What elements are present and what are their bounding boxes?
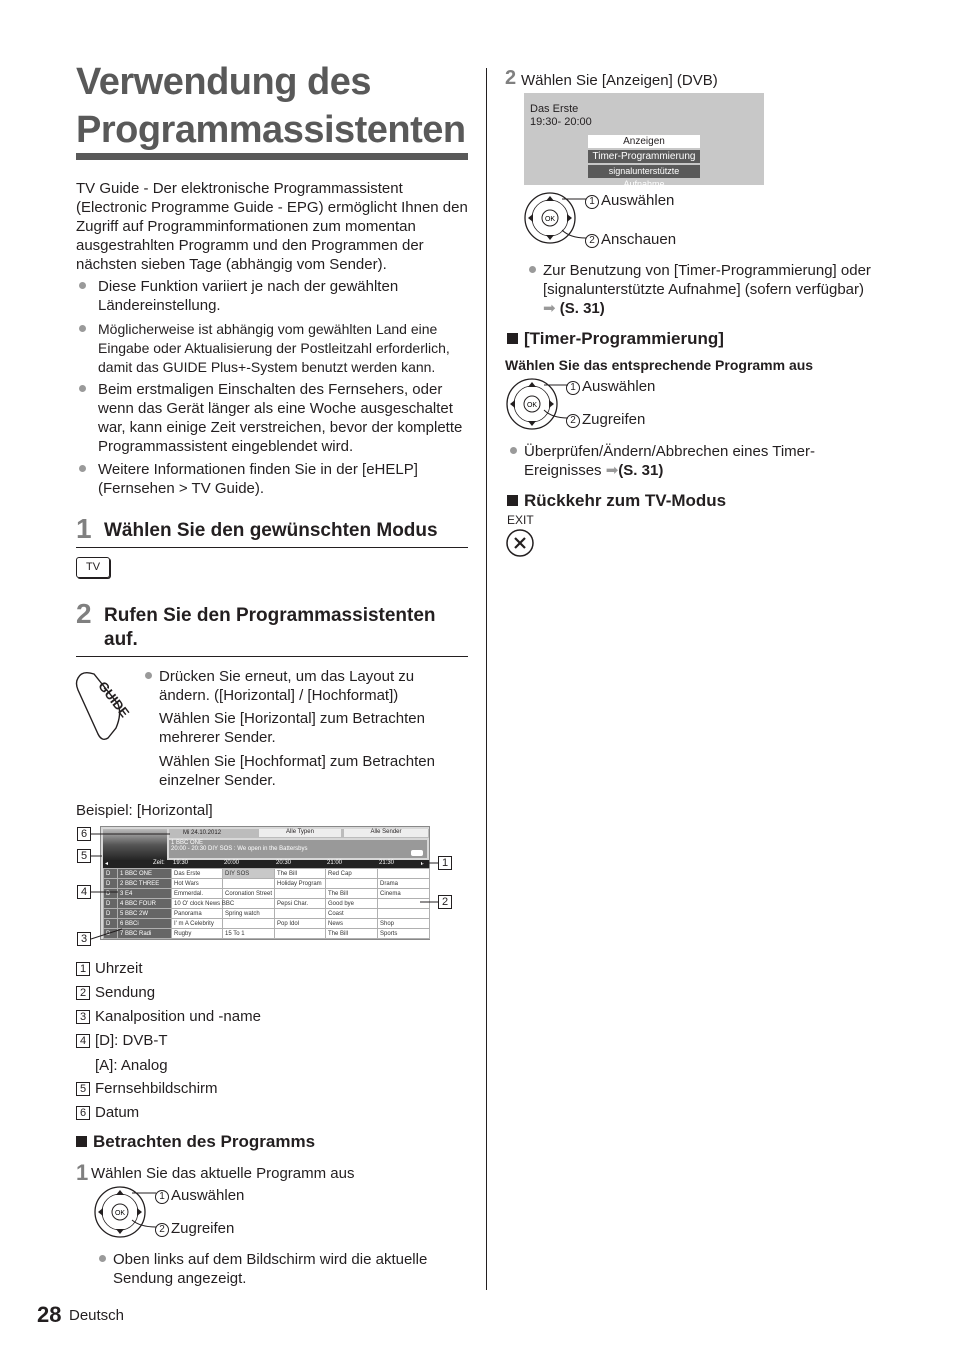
timer-select: 1 Auswählen [566, 377, 655, 396]
intro-bullet-text: Weitere Informationen finden Sie in der [eHELP] (Fernsehen > TV Guide). [98, 461, 418, 497]
epg-grid [103, 868, 430, 939]
ok-label: OK [526, 402, 538, 409]
epg-program[interactable] [378, 869, 430, 879]
epg-program[interactable]: Hot Wars [172, 879, 223, 889]
legend-text: [A]: Analog [95, 1057, 168, 1074]
epg-program[interactable]: 15 To 1 [223, 929, 275, 939]
title-underline [76, 153, 468, 160]
guide-key-label: GUIDE [95, 678, 133, 721]
legend-number: 5 [76, 1082, 90, 1096]
guide-key-icon[interactable] [74, 668, 133, 742]
bullet-dot-icon [145, 672, 152, 679]
epg-program[interactable]: Holiday Program [275, 879, 326, 889]
epg-program[interactable]: Shop [378, 919, 430, 929]
timer-heading [507, 328, 724, 350]
legend-number [76, 1055, 90, 1069]
menu-item-timer[interactable]: Timer-Programmierung [588, 150, 700, 163]
epg-row[interactable] [104, 889, 430, 899]
step2-para1: Wählen Sie [Horizontal] zum Betrachten mehrerer Sender. [159, 710, 425, 746]
epg-program[interactable]: Spring watch [223, 909, 275, 919]
epg-type: D [104, 889, 118, 899]
legend-number: 2 [76, 986, 90, 1000]
epg-channel[interactable]: 7 BBC Radi [118, 929, 172, 939]
epg-program[interactable]: Rugby [172, 929, 223, 939]
epg-row[interactable] [104, 899, 430, 909]
callout-4: 4 [77, 885, 91, 899]
legend-item [76, 1007, 261, 1031]
arrow-left-icon[interactable]: ◂ [105, 861, 109, 867]
bullet-dot-icon [79, 282, 86, 289]
intro-paragraph: TV Guide - Der elektronische Programmassistent (Electronic Programme Guide - EPG) ermöglicht Ihnen den Zugriff auf Programminformationen zum momentan ausgestrahlten Programm und den Programmen der nächsten sieben Tage (abhängig vom Sender). [76, 180, 468, 273]
epg-program[interactable]: Coast [326, 909, 378, 919]
menu-item-recording[interactable]: signalunterstützte Aufnahme [588, 165, 700, 178]
exit-button-icon[interactable] [505, 528, 537, 558]
legend-item [76, 983, 261, 1007]
legend-item [76, 1031, 261, 1055]
epg-type: D [104, 919, 118, 929]
epg-program[interactable]: The Bill [275, 869, 326, 879]
epg-time-bar [103, 860, 429, 868]
bullet-dot-icon [529, 266, 536, 273]
callout-5: 5 [77, 849, 91, 863]
page-title-line2: Programmassistenten [76, 109, 466, 151]
timer-access: 2 Zugreifen [566, 410, 645, 429]
footer-language: Deutsch [69, 1307, 125, 1324]
exit-label: EXIT [507, 513, 534, 527]
epg-type: D [104, 909, 118, 919]
epg-channel[interactable]: 2 BBC THREE [118, 879, 172, 889]
epg-program[interactable]: News [326, 919, 378, 929]
epg-program[interactable]: The Bill [326, 929, 378, 939]
epg-program[interactable] [326, 879, 378, 889]
legend-number: 3 [76, 1010, 90, 1024]
example-label: Beispiel: [Horizontal] [76, 802, 213, 819]
legend-text: [D]: DVB-T [95, 1032, 168, 1049]
epg-program[interactable]: I' m A Celebrity [172, 919, 223, 929]
square-bullet-icon [76, 1136, 87, 1147]
epg-info-channel: 1 BBC ONE [171, 840, 204, 846]
epg-program[interactable]: DIY SOS [223, 869, 275, 879]
menu-channel: Das Erste [530, 103, 579, 115]
page-title-line1: Verwendung des [76, 61, 371, 103]
epg-program[interactable]: Sports [378, 929, 430, 939]
epg-header [169, 829, 429, 838]
epg-time: 21:30 [379, 860, 395, 866]
legend-item [76, 959, 261, 983]
timer-select-label: Auswählen [582, 378, 656, 395]
watch-step-text: Wählen Sie das aktuelle Programm aus [91, 1165, 355, 1182]
ok-label: OK [544, 216, 556, 223]
legend-item [76, 1103, 261, 1127]
epg-program[interactable]: Cinema [378, 889, 430, 899]
callout-1: 1 [438, 856, 452, 870]
arrow-right-icon: ➡ [543, 300, 556, 317]
callout-3: 3 [77, 932, 91, 946]
epg-type: D [104, 879, 118, 889]
step1-rule [76, 547, 468, 548]
step1-number: 1 [76, 513, 92, 544]
epg-channel[interactable]: 6 BBCi [118, 919, 172, 929]
epg-program[interactable]: The Bill [326, 889, 378, 899]
epg-program[interactable] [223, 879, 275, 889]
step2-title: Rufen Sie den Programmassistenten auf. [104, 605, 436, 650]
right-select-label: Auswählen [601, 192, 675, 209]
epg-program[interactable] [275, 889, 326, 899]
epg-program[interactable]: Drama [378, 879, 430, 889]
epg-program[interactable]: Pepsi Char. [275, 899, 326, 909]
epg-row[interactable] [104, 909, 430, 919]
timer-bullet-body: Überprüfen/Ändern/Abbrechen eines Timer-Ereignisses [524, 443, 815, 479]
watch-access-label: Zugreifen [171, 1220, 235, 1237]
epg-info-line: 20:00 - 20:30 DIY SOS : We open in the Battersbys [171, 846, 308, 852]
tv-button[interactable]: TV [76, 557, 110, 578]
epg-filter-type[interactable]: Alle Typen [259, 829, 341, 837]
intro-bullet-text: Diese Funktion variiert je nach der gewählten Ländereinstellung. [98, 278, 399, 314]
epg-row[interactable] [104, 929, 430, 939]
epg-program[interactable] [378, 899, 430, 909]
epg-date: Mi 24.10.2012 [183, 830, 222, 836]
watch-heading-text: Betrachten des Programms [93, 1132, 316, 1151]
legend-text: Sendung [95, 984, 156, 1001]
epg-program[interactable]: Red Cap [326, 869, 378, 879]
menu-time: 19:30- 20:00 [530, 116, 592, 128]
legend-item [76, 1079, 261, 1103]
epg-program[interactable]: Good bye [326, 899, 378, 909]
epg-program[interactable]: 10 O' clock News BBC [172, 899, 223, 909]
right-bullet-body: Zur Benutzung von [Timer-Programmierung] oder [signalunterstützte Aufnahme] (sofern verfügbar) [543, 262, 871, 298]
right-select: 1 Auswählen [585, 191, 674, 210]
epg-program[interactable]: Das Erste [172, 869, 223, 879]
legend-text: Kanalposition und -name [95, 1008, 261, 1025]
return-heading [507, 490, 726, 512]
epg-time: 20:00 [224, 860, 240, 866]
epg-row[interactable] [104, 919, 430, 929]
epg-time: 21:00 [327, 860, 343, 866]
epg-program[interactable] [275, 929, 326, 939]
epg-channel[interactable]: 5 BBC 2W [118, 909, 172, 919]
epg-filter-channel[interactable]: Alle Sender [344, 829, 428, 837]
bullet-dot-icon [79, 385, 86, 392]
anzeigen-menu [524, 93, 764, 189]
epg-type: D [104, 869, 118, 879]
epg-type: D [104, 899, 118, 909]
step2-para2: Wählen Sie [Hochformat] zum Betrachten einzelner Sender. [159, 753, 435, 789]
callout-6: 6 [77, 827, 91, 841]
watch-bullet-text: Oben links auf dem Bildschirm wird die aktuelle Sendung angezeigt. [113, 1251, 428, 1287]
legend-number: 6 [76, 1106, 90, 1120]
info-icon [411, 850, 423, 856]
watch-access: 2 Zugreifen [155, 1219, 234, 1238]
square-bullet-icon [507, 495, 518, 506]
epg-program[interactable] [378, 909, 430, 919]
epg-time: 19:30 [173, 860, 189, 866]
epg-time-label: Zeit: [153, 860, 165, 866]
step2-bullet-text: Drücken Sie erneut, um das Layout zu ändern. ([Horizontal] / [Hochformat]) [159, 668, 415, 704]
page-title [76, 58, 476, 154]
page-ref-link[interactable]: (S. 31) [559, 300, 605, 317]
epg-program[interactable] [275, 909, 326, 919]
epg-program[interactable]: Emmerdal. [172, 889, 223, 899]
epg-screenshot [100, 826, 430, 940]
page-ref-link[interactable]: (S. 31) [618, 462, 664, 479]
epg-row[interactable] [104, 879, 430, 889]
epg-program[interactable]: Panorama [172, 909, 223, 919]
epg-channel[interactable]: 3 E4 [118, 889, 172, 899]
epg-program[interactable]: Coronation Street [223, 889, 275, 899]
timer-heading-text: [Timer-Programmierung] [524, 329, 724, 348]
legend-item [76, 1055, 261, 1079]
right-step2-number: 2 [505, 67, 517, 89]
right-view-label: Anschauen [601, 231, 677, 248]
ok-label: OK [114, 1210, 126, 1217]
epg-time: 20:30 [276, 860, 292, 866]
step2-rule [76, 656, 468, 657]
timer-bullet-text [524, 442, 844, 480]
return-heading-text: Rückkehr zum TV-Modus [524, 491, 727, 510]
epg-channel[interactable]: 4 BBC FOUR [118, 899, 172, 909]
timer-access-label: Zugreifen [582, 411, 646, 428]
watch-select-label: Auswählen [171, 1187, 245, 1204]
legend-number: 4 [76, 1034, 90, 1048]
watch-heading [76, 1131, 315, 1153]
tv-preview-image [103, 829, 167, 861]
step1-title: Wählen Sie den gewünschten Modus [104, 520, 438, 541]
bullet-dot-icon [79, 465, 86, 472]
legend-number: 1 [76, 962, 90, 976]
right-view: 2 Anschauen [585, 230, 676, 249]
epg-program[interactable] [223, 919, 275, 929]
bullet-dot-icon [79, 325, 86, 332]
legend-text: Datum [95, 1104, 140, 1121]
epg-program[interactable]: Pop Idol [275, 919, 326, 929]
watch-select: 1 Auswählen [155, 1186, 244, 1205]
step2-number: 2 [76, 598, 92, 629]
column-divider [486, 68, 487, 1290]
epg-channel[interactable]: 1 BBC ONE [118, 869, 172, 879]
page-number: 28 [37, 1302, 62, 1327]
legend-text: Fernsehbildschirm [95, 1080, 218, 1097]
timer-subheading: Wählen Sie das entsprechende Programm aus [505, 357, 814, 373]
legend-text: Uhrzeit [95, 960, 143, 977]
legend [76, 959, 261, 1127]
bullet-dot-icon [99, 1255, 106, 1262]
square-bullet-icon [507, 333, 518, 344]
watch-step-number: 1 [76, 1160, 89, 1185]
epg-type: D [104, 929, 118, 939]
epg-info-box [169, 840, 427, 858]
epg-row[interactable] [104, 869, 430, 879]
right-step2-text: Wählen Sie [Anzeigen] (DVB) [521, 72, 718, 89]
menu-item-anzeigen[interactable]: Anzeigen [588, 135, 700, 148]
callout-2: 2 [438, 895, 452, 909]
bullet-dot-icon [510, 447, 517, 454]
intro-bullet-text: Möglicherweise ist abhängig vom gewählten Land eine Eingabe oder Aktualisierung der Postleitzahl erforderlich, damit das GUIDE Plus+-System benutzt werden kann. [98, 321, 450, 375]
arrow-right-icon[interactable]: ▸ [421, 861, 425, 867]
right-bullet-text [543, 261, 893, 318]
intro-bullet-text: Beim erstmaligen Einschalten des Fernsehers, oder wenn das Gerät länger als eine Woche ausgeschaltet war, kann einige Zeit verstreichen, bevor der komplette Programmassistent eingeblendet wird. [98, 381, 463, 455]
arrow-right-icon: ➡ [605, 462, 619, 479]
